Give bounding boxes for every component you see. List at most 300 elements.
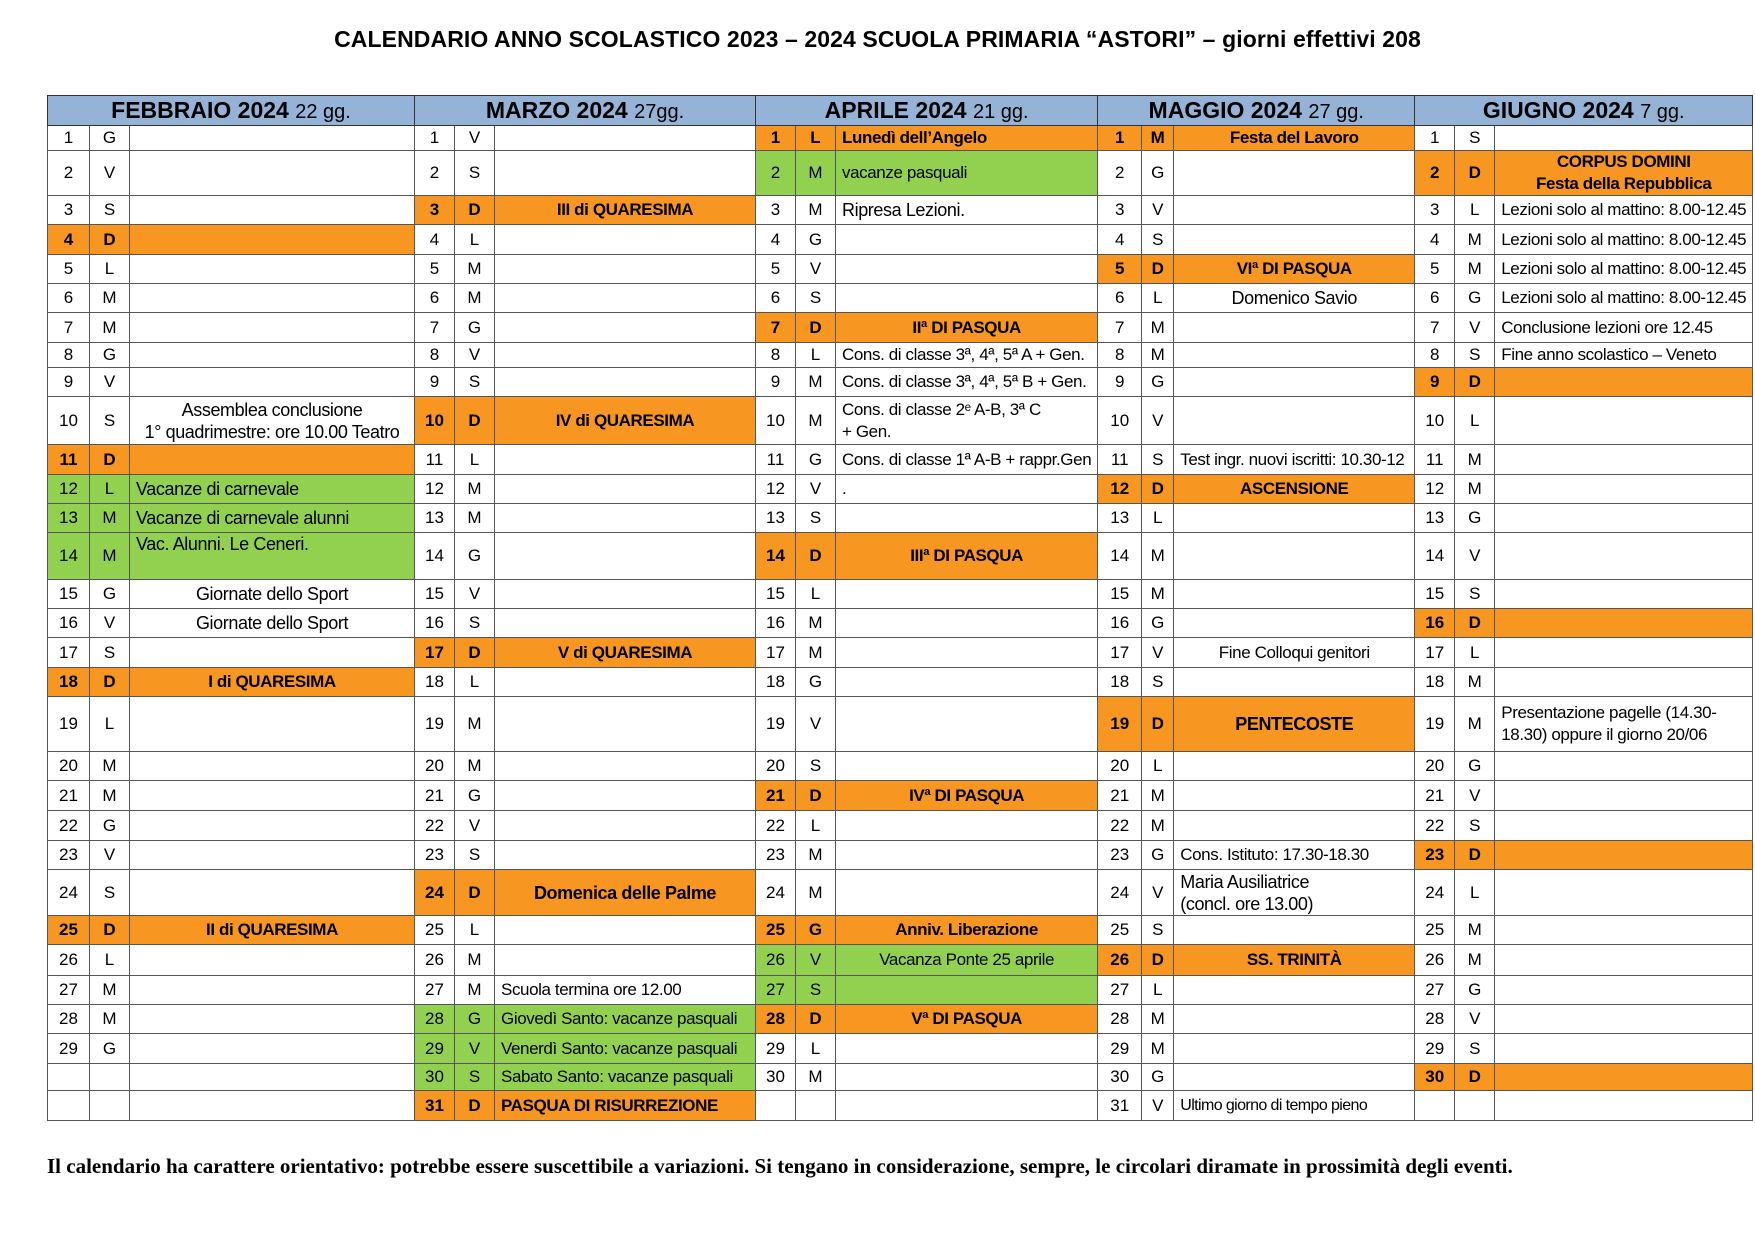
- weekday-letter: L: [1455, 397, 1495, 445]
- day-event: Fine anno scolastico – Veneto: [1495, 343, 1753, 368]
- weekday-letter: V: [1455, 313, 1495, 343]
- day-event: [130, 126, 415, 151]
- page-title: CALENDARIO ANNO SCOLASTICO 2023 – 2024 SCUOLA PRIMARIA “ASTORI” – giorni effettivi 208: [334, 26, 1421, 52]
- day-event: [1495, 504, 1753, 533]
- weekday-letter: S: [1455, 343, 1495, 368]
- day-number: 26: [48, 945, 90, 976]
- day-event: [1495, 841, 1753, 870]
- day-event: Cons. Istituto: 17.30-18.30: [1174, 841, 1415, 870]
- day-event: SS. TRINITÀ: [1174, 945, 1415, 976]
- weekday-letter: M: [1142, 126, 1174, 151]
- weekday-letter: M: [1142, 533, 1174, 580]
- day-number: 6: [1415, 284, 1455, 313]
- weekday-letter: L: [90, 475, 130, 504]
- day-number: 24: [1098, 870, 1142, 916]
- day-event: [130, 1064, 415, 1091]
- day-number: 8: [48, 343, 90, 368]
- weekday-letter: S: [796, 284, 836, 313]
- day-number: 28: [756, 1005, 796, 1034]
- day-number: 16: [415, 609, 455, 638]
- day-event: [1174, 976, 1415, 1005]
- weekday-letter: S: [455, 151, 495, 196]
- table-row: [48, 368, 1753, 397]
- day-event: Vacanza Ponte 25 aprile: [836, 945, 1098, 976]
- day-number: 9: [415, 368, 455, 397]
- day-number: 1: [756, 126, 796, 151]
- day-number: 16: [48, 609, 90, 638]
- weekday-letter: V: [455, 811, 495, 841]
- weekday-letter: V: [796, 945, 836, 976]
- weekday-letter: L: [1455, 196, 1495, 225]
- day-event: [495, 368, 756, 397]
- table-row: [48, 533, 1753, 580]
- day-event: [130, 255, 415, 284]
- month-name: FEBBRAIO 2024: [111, 97, 289, 123]
- day-number: 16: [756, 609, 796, 638]
- weekday-letter: V: [455, 580, 495, 609]
- day-event: Conclusione lezioni ore 12.45: [1495, 313, 1753, 343]
- day-event: [130, 284, 415, 313]
- day-number: 7: [756, 313, 796, 343]
- day-event: [495, 916, 756, 945]
- weekday-letter: V: [796, 697, 836, 752]
- weekday-letter: G: [796, 916, 836, 945]
- day-event: [130, 225, 415, 255]
- day-event: [495, 945, 756, 976]
- weekday-letter: S: [1455, 1034, 1495, 1064]
- day-number: 4: [48, 225, 90, 255]
- day-event: [130, 976, 415, 1005]
- day-number: 8: [1415, 343, 1455, 368]
- day-event: [836, 580, 1098, 609]
- month-name: APRILE 2024: [824, 97, 967, 123]
- month-header-row: [48, 96, 1753, 126]
- day-event: [1174, 397, 1415, 445]
- weekday-letter: S: [455, 609, 495, 638]
- day-event: IIIª DI PASQUA: [836, 533, 1098, 580]
- day-event: [495, 126, 756, 151]
- day-number: 22: [48, 811, 90, 841]
- day-event: [1174, 196, 1415, 225]
- day-event: [1495, 533, 1753, 580]
- day-number: 12: [48, 475, 90, 504]
- day-event: [836, 225, 1098, 255]
- table-row: [48, 1005, 1753, 1034]
- day-event: Test ingr. nuovi iscritti: 10.30-12: [1174, 445, 1415, 475]
- day-number: 19: [1098, 697, 1142, 752]
- month-header: [48, 96, 415, 126]
- day-event: CORPUS DOMINI Festa della Repubblica: [1495, 151, 1753, 196]
- weekday-letter: V: [1142, 638, 1174, 668]
- day-number: 14: [48, 533, 90, 580]
- weekday-letter: D: [796, 533, 836, 580]
- weekday-letter: G: [1455, 504, 1495, 533]
- day-event: Vac. Alunni. Le Ceneri.: [130, 533, 415, 580]
- weekday-letter: L: [90, 255, 130, 284]
- day-event: [836, 841, 1098, 870]
- weekday-letter: S: [1455, 811, 1495, 841]
- day-number: 19: [756, 697, 796, 752]
- day-event: Cons. di classe 1ª A-B + rappr.Gen: [836, 445, 1098, 475]
- weekday-letter: L: [796, 1034, 836, 1064]
- day-event: Ultimo giorno di tempo pieno: [1174, 1091, 1415, 1121]
- weekday-letter: G: [90, 126, 130, 151]
- table-row: [48, 870, 1753, 916]
- weekday-letter: S: [796, 504, 836, 533]
- day-number: 12: [1415, 475, 1455, 504]
- day-event: [1174, 1034, 1415, 1064]
- month-header: [1098, 96, 1415, 126]
- weekday-letter: M: [455, 697, 495, 752]
- day-number: 27: [48, 976, 90, 1005]
- weekday-letter: M: [455, 752, 495, 781]
- day-event: [1495, 609, 1753, 638]
- day-event: [1495, 870, 1753, 916]
- day-number: 10: [415, 397, 455, 445]
- day-number: 25: [1098, 916, 1142, 945]
- day-event: [1174, 151, 1415, 196]
- table-row: [48, 445, 1753, 475]
- day-number: 23: [48, 841, 90, 870]
- day-number: 2: [48, 151, 90, 196]
- weekday-letter: M: [1142, 781, 1174, 811]
- day-event: [495, 811, 756, 841]
- day-number: 17: [415, 638, 455, 668]
- weekday-letter: S: [1142, 916, 1174, 945]
- day-event: [130, 196, 415, 225]
- day-number: 21: [1098, 781, 1142, 811]
- day-event: [1174, 1064, 1415, 1091]
- day-number: 22: [1415, 811, 1455, 841]
- day-number: 10: [1415, 397, 1455, 445]
- weekday-letter: G: [1142, 1064, 1174, 1091]
- day-event: [495, 752, 756, 781]
- weekday-letter: G: [1455, 284, 1495, 313]
- day-event: Lunedì dell’Angelo: [836, 126, 1098, 151]
- day-event: [836, 638, 1098, 668]
- day-number: 10: [48, 397, 90, 445]
- day-number: 7: [1098, 313, 1142, 343]
- day-number: 29: [415, 1034, 455, 1064]
- weekday-letter: G: [1142, 368, 1174, 397]
- day-event: [130, 638, 415, 668]
- weekday-letter: L: [455, 445, 495, 475]
- day-event: [1174, 313, 1415, 343]
- weekday-letter: D: [1142, 475, 1174, 504]
- day-event: Assemblea conclusione 1° quadrimestre: ore 10.00 Teatro: [130, 397, 415, 445]
- day-event: [836, 609, 1098, 638]
- day-number: 25: [1415, 916, 1455, 945]
- day-number: 15: [756, 580, 796, 609]
- weekday-letter: L: [455, 668, 495, 697]
- day-event: Vacanze di carnevale: [130, 475, 415, 504]
- day-event: [1174, 609, 1415, 638]
- weekday-letter: M: [1455, 475, 1495, 504]
- weekday-letter: D: [1455, 151, 1495, 196]
- day-number: 29: [756, 1034, 796, 1064]
- month-name: MAGGIO 2024: [1148, 97, 1302, 123]
- day-number: 21: [415, 781, 455, 811]
- day-number: 22: [1098, 811, 1142, 841]
- day-number: 30: [1415, 1064, 1455, 1091]
- day-event: [1495, 916, 1753, 945]
- weekday-letter: D: [90, 668, 130, 697]
- day-event: ASCENSIONE: [1174, 475, 1415, 504]
- day-event: .: [836, 475, 1098, 504]
- weekday-letter: V: [455, 1034, 495, 1064]
- table-row: [48, 580, 1753, 609]
- day-number: 18: [48, 668, 90, 697]
- day-event: Venerdì Santo: vacanze pasquali: [495, 1034, 756, 1064]
- weekday-letter: D: [796, 313, 836, 343]
- day-event: [836, 1064, 1098, 1091]
- day-event: [836, 1091, 1098, 1121]
- weekday-letter: M: [1455, 225, 1495, 255]
- footer-note: Il calendario ha carattere orientativo: potrebbe essere suscettibile a variazioni. Si tengano in considerazione, sempre, le circolari diramate in prossimità degli eventi.: [47, 1154, 1513, 1178]
- day-number: 13: [48, 504, 90, 533]
- day-event: Maria Ausiliatrice (concl. ore 13.00): [1174, 870, 1415, 916]
- weekday-letter: L: [1142, 752, 1174, 781]
- table-row: [48, 313, 1753, 343]
- day-event: [1174, 580, 1415, 609]
- day-number: 1: [1098, 126, 1142, 151]
- day-number: 15: [1098, 580, 1142, 609]
- day-event: [495, 504, 756, 533]
- day-event: [495, 313, 756, 343]
- weekday-letter: D: [1455, 368, 1495, 397]
- day-number: 1: [1415, 126, 1455, 151]
- day-event: [836, 752, 1098, 781]
- weekday-letter: L: [796, 580, 836, 609]
- weekday-letter: L: [796, 126, 836, 151]
- day-number: 5: [48, 255, 90, 284]
- day-number: 10: [1098, 397, 1142, 445]
- day-number: 3: [1098, 196, 1142, 225]
- day-number: 18: [1098, 668, 1142, 697]
- weekday-letter: V: [796, 475, 836, 504]
- weekday-letter: L: [796, 811, 836, 841]
- day-number: 10: [756, 397, 796, 445]
- day-event: [1495, 945, 1753, 976]
- weekday-letter: D: [796, 781, 836, 811]
- day-number: 3: [415, 196, 455, 225]
- weekday-letter: V: [1142, 196, 1174, 225]
- day-event: [836, 284, 1098, 313]
- day-event: [836, 870, 1098, 916]
- day-number: 27: [1415, 976, 1455, 1005]
- table-row: [48, 225, 1753, 255]
- day-number: 22: [415, 811, 455, 841]
- day-event: [130, 781, 415, 811]
- day-number: 1: [415, 126, 455, 151]
- day-number: 19: [415, 697, 455, 752]
- weekday-letter: M: [455, 945, 495, 976]
- weekday-letter: G: [455, 533, 495, 580]
- month-header: [1415, 96, 1753, 126]
- day-event: [495, 580, 756, 609]
- weekday-letter: G: [90, 580, 130, 609]
- weekday-letter: G: [1455, 976, 1495, 1005]
- weekday-letter: D: [90, 916, 130, 945]
- weekday-letter: S: [1142, 445, 1174, 475]
- day-event: [1174, 781, 1415, 811]
- weekday-letter: D: [90, 445, 130, 475]
- table-row: [48, 609, 1753, 638]
- weekday-letter: G: [455, 781, 495, 811]
- day-event: Cons. di classe 3ª, 4ª, 5ª A + Gen.: [836, 343, 1098, 368]
- weekday-letter: M: [796, 609, 836, 638]
- weekday-letter: D: [1455, 1064, 1495, 1091]
- weekday-letter: M: [90, 752, 130, 781]
- month-header: [415, 96, 756, 126]
- day-event: [1495, 1091, 1753, 1121]
- weekday-letter: G: [455, 1005, 495, 1034]
- table-row: [48, 1064, 1753, 1091]
- table-row: [48, 397, 1753, 445]
- day-event: [495, 475, 756, 504]
- weekday-letter: S: [1142, 668, 1174, 697]
- day-event: [130, 945, 415, 976]
- day-number: 29: [48, 1034, 90, 1064]
- day-number: 20: [756, 752, 796, 781]
- weekday-letter: V: [1142, 1091, 1174, 1121]
- table-row: [48, 504, 1753, 533]
- day-number: 23: [756, 841, 796, 870]
- day-number: 18: [756, 668, 796, 697]
- day-event: VIª DI PASQUA: [1174, 255, 1415, 284]
- day-event: [836, 504, 1098, 533]
- day-event: [130, 343, 415, 368]
- day-event: [1174, 343, 1415, 368]
- day-number: 6: [1098, 284, 1142, 313]
- weekday-letter: M: [1142, 811, 1174, 841]
- table-row: [48, 841, 1753, 870]
- day-number: 5: [1415, 255, 1455, 284]
- day-number: 12: [415, 475, 455, 504]
- day-event: [836, 1034, 1098, 1064]
- weekday-letter: M: [455, 284, 495, 313]
- weekday-letter: D: [90, 225, 130, 255]
- weekday-letter: S: [90, 870, 130, 916]
- day-number: 13: [1098, 504, 1142, 533]
- day-event: [1174, 811, 1415, 841]
- day-number: 15: [1415, 580, 1455, 609]
- day-number: 2: [415, 151, 455, 196]
- day-number: 30: [415, 1064, 455, 1091]
- weekday-letter: G: [1142, 841, 1174, 870]
- weekday-letter: M: [90, 313, 130, 343]
- day-event: IIª DI PASQUA: [836, 313, 1098, 343]
- weekday-letter: V: [90, 609, 130, 638]
- weekday-letter: M: [1455, 255, 1495, 284]
- day-number: 12: [756, 475, 796, 504]
- day-number: 27: [415, 976, 455, 1005]
- day-event: [1495, 638, 1753, 668]
- day-number: 14: [1098, 533, 1142, 580]
- weekday-letter: G: [90, 343, 130, 368]
- weekday-letter: M: [1142, 343, 1174, 368]
- day-number: 8: [1098, 343, 1142, 368]
- day-event: Presentazione pagelle (14.30- 18.30) oppure il giorno 20/06: [1495, 697, 1753, 752]
- weekday-letter: L: [90, 945, 130, 976]
- day-event: PASQUA DI RISURREZIONE: [495, 1091, 756, 1121]
- day-number: 6: [48, 284, 90, 313]
- day-number: 8: [415, 343, 455, 368]
- day-number: 23: [415, 841, 455, 870]
- day-event: [130, 841, 415, 870]
- weekday-letter: M: [90, 504, 130, 533]
- table-row: [48, 1034, 1753, 1064]
- weekday-letter: M: [455, 504, 495, 533]
- day-number: 30: [1098, 1064, 1142, 1091]
- day-event: Cons. di classe 2ᵉ A-B, 3ª C + Gen.: [836, 397, 1098, 445]
- day-event: Giornate dello Sport: [130, 580, 415, 609]
- day-event: [130, 811, 415, 841]
- day-number: [48, 1091, 90, 1121]
- day-number: 17: [756, 638, 796, 668]
- day-number: 7: [415, 313, 455, 343]
- day-event: [130, 445, 415, 475]
- day-event: Cons. di classe 3ª, 4ª, 5ª B + Gen.: [836, 368, 1098, 397]
- weekday-letter: M: [1455, 697, 1495, 752]
- weekday-letter: L: [455, 916, 495, 945]
- day-event: [1174, 752, 1415, 781]
- weekday-letter: G: [1142, 151, 1174, 196]
- day-number: 17: [48, 638, 90, 668]
- day-event: Sabato Santo: vacanze pasquali: [495, 1064, 756, 1091]
- day-number: 18: [1415, 668, 1455, 697]
- weekday-letter: M: [1455, 945, 1495, 976]
- weekday-letter: M: [455, 255, 495, 284]
- month-name: MARZO 2024: [485, 97, 628, 123]
- day-event: [1495, 445, 1753, 475]
- weekday-letter: V: [1455, 1005, 1495, 1034]
- day-event: Scuola termina ore 12.00: [495, 976, 756, 1005]
- day-event: IVª DI PASQUA: [836, 781, 1098, 811]
- day-event: [495, 284, 756, 313]
- table-row: [48, 1091, 1753, 1121]
- weekday-letter: G: [1142, 609, 1174, 638]
- day-number: 9: [48, 368, 90, 397]
- weekday-letter: D: [455, 397, 495, 445]
- table-row: [48, 945, 1753, 976]
- weekday-letter: M: [796, 870, 836, 916]
- weekday-letter: D: [1455, 609, 1495, 638]
- weekday-letter: D: [455, 1091, 495, 1121]
- weekday-letter: M: [796, 151, 836, 196]
- day-number: 9: [1098, 368, 1142, 397]
- day-number: 19: [48, 697, 90, 752]
- day-event: [495, 841, 756, 870]
- day-event: [1495, 126, 1753, 151]
- weekday-letter: M: [796, 196, 836, 225]
- day-number: 26: [756, 945, 796, 976]
- day-event: [1495, 1005, 1753, 1034]
- weekday-letter: V: [455, 343, 495, 368]
- weekday-letter: S: [455, 841, 495, 870]
- table-row: [48, 781, 1753, 811]
- day-number: 15: [48, 580, 90, 609]
- weekday-letter: S: [796, 752, 836, 781]
- day-event: [495, 445, 756, 475]
- day-number: 2: [1098, 151, 1142, 196]
- day-number: 20: [1098, 752, 1142, 781]
- weekday-letter: M: [90, 533, 130, 580]
- weekday-letter: L: [796, 343, 836, 368]
- day-number: 19: [1415, 697, 1455, 752]
- weekday-letter: G: [796, 668, 836, 697]
- weekday-letter: V: [1142, 397, 1174, 445]
